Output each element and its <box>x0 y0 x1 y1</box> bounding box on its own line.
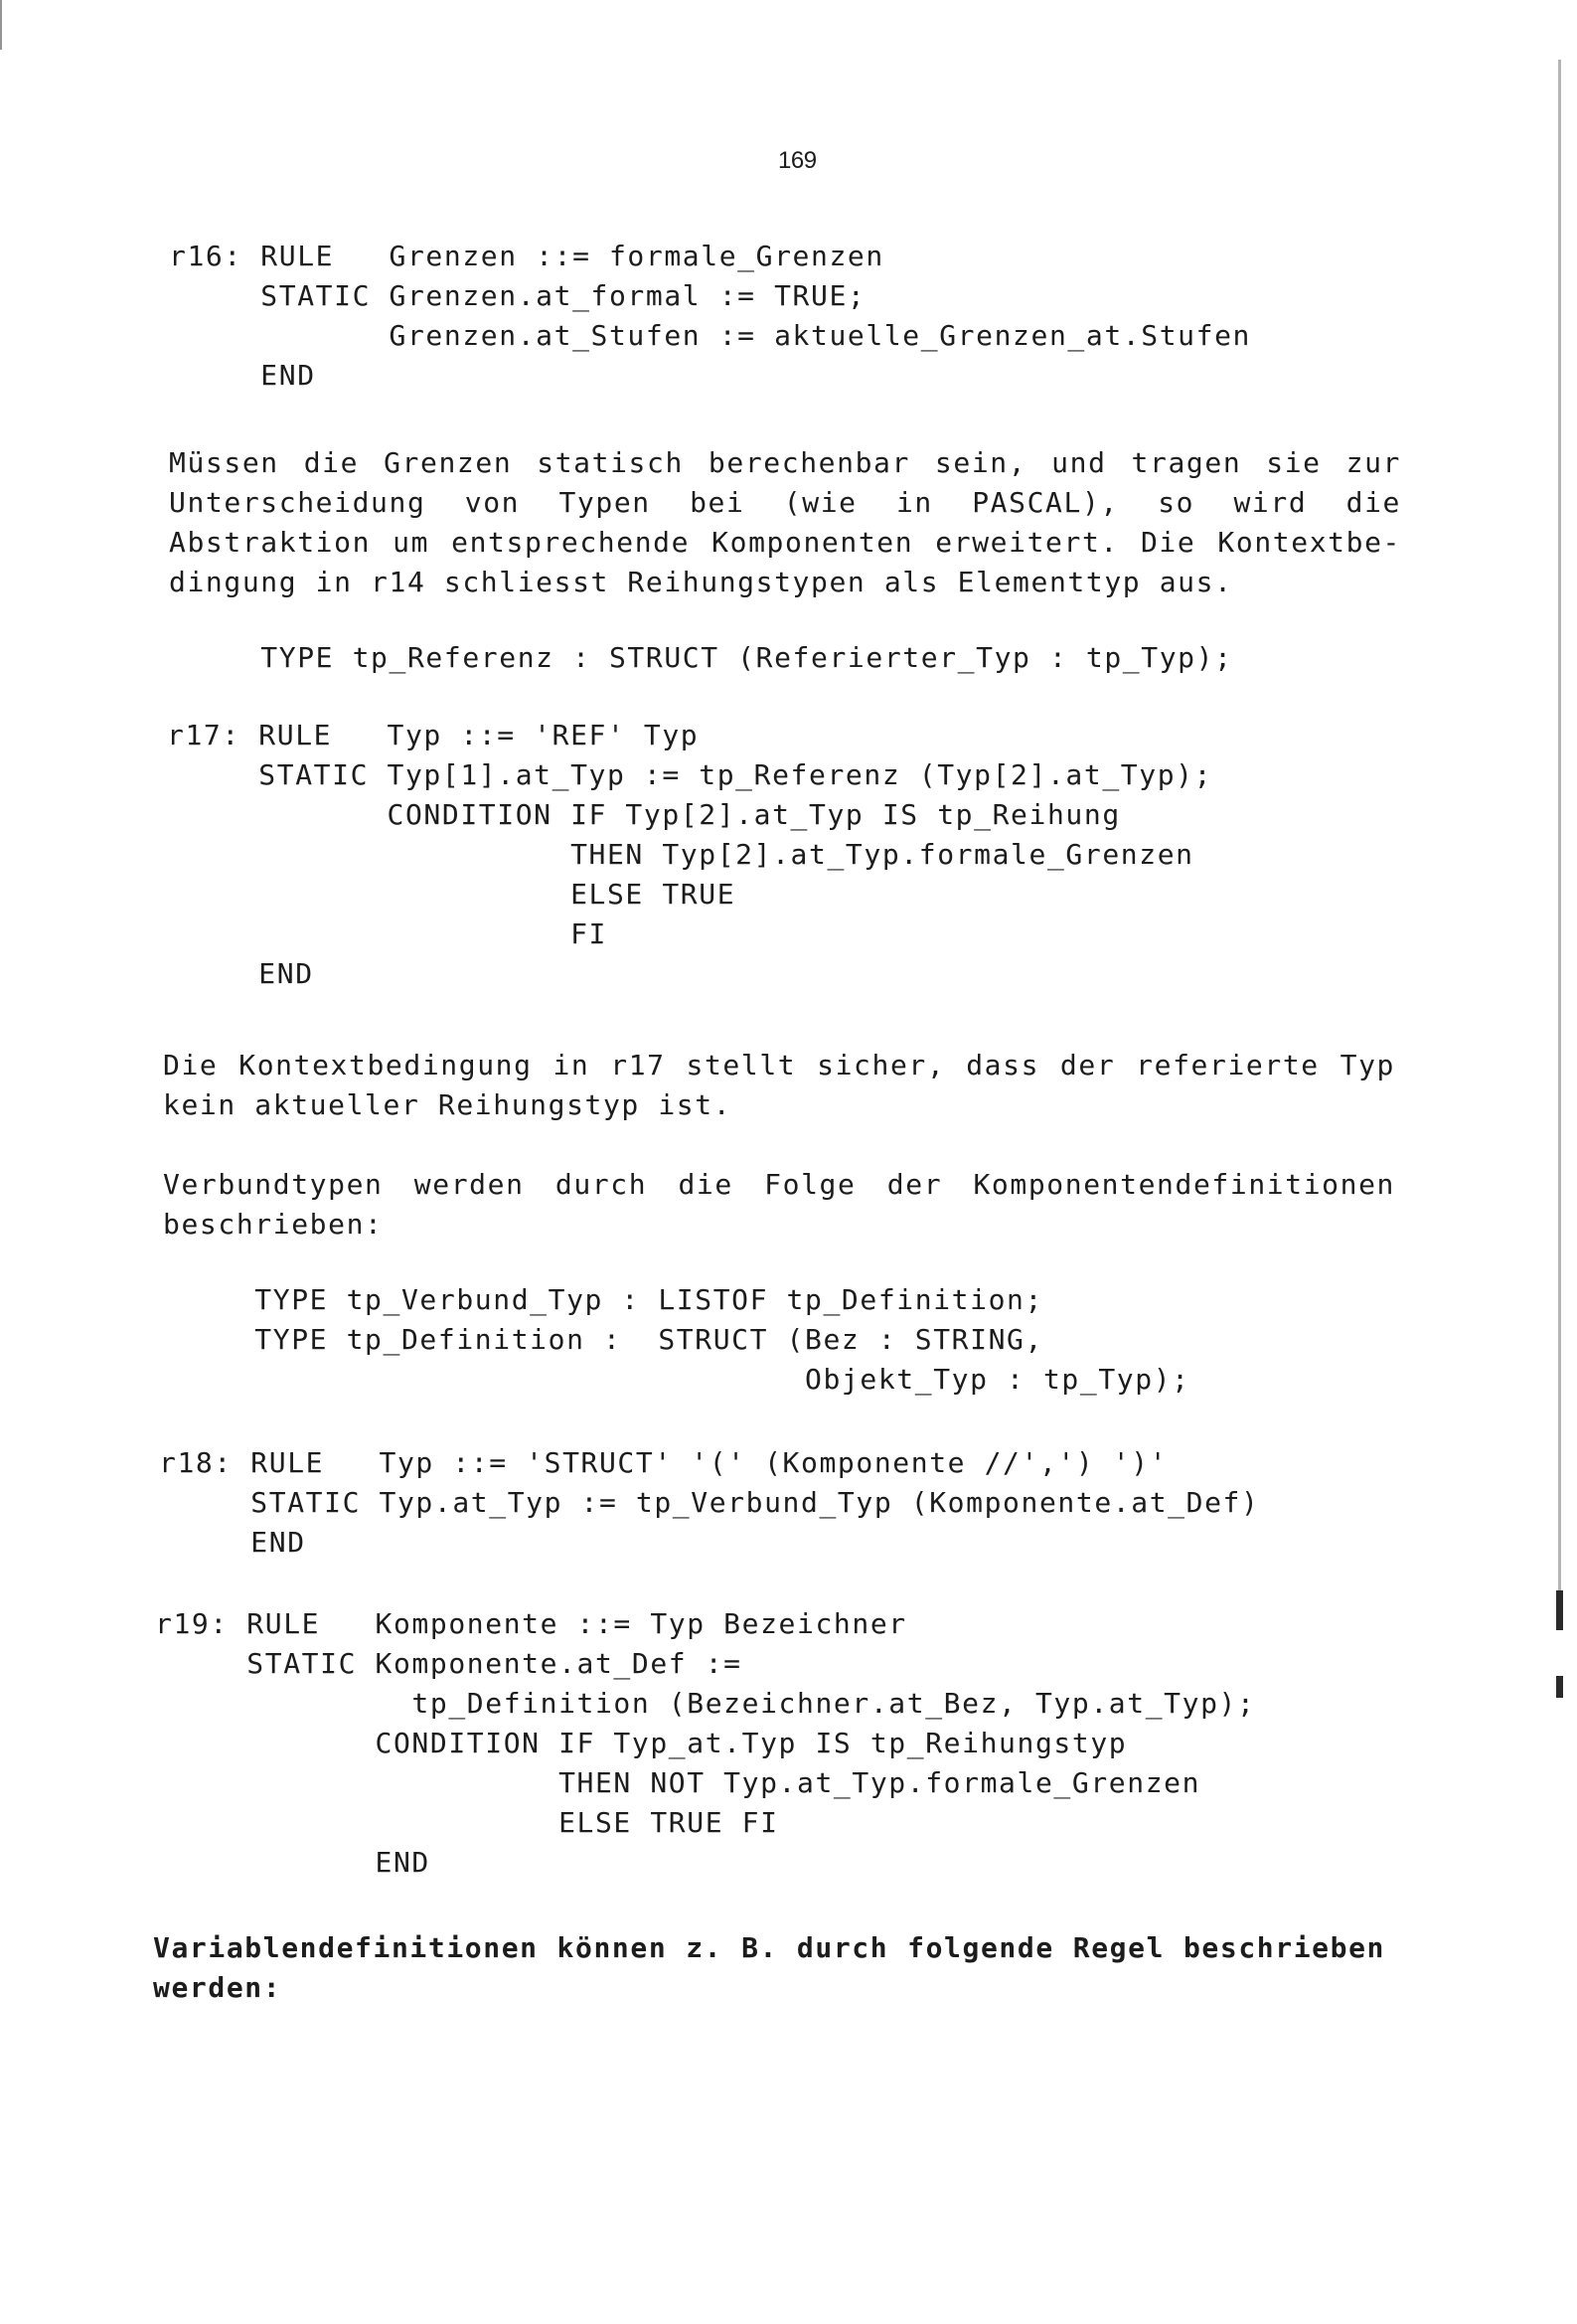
code-line: TYPE tp_Referenz : STRUCT (Referierter_Typ : tp_Typ); <box>169 641 1233 674</box>
paragraph-verbundtypen <box>163 1165 1395 1245</box>
text-line: dingung in r14 schliesst Reihungstypen als Elementtyp aus. <box>169 566 1233 598</box>
rule-r17 <box>167 716 1212 994</box>
code-line: THEN NOT Typ.at_Typ.formale_Grenzen <box>155 1766 1201 1799</box>
text-line: beschrieben: <box>163 1208 384 1241</box>
rule-r19 <box>155 1604 1255 1883</box>
code-line: ELSE TRUE FI <box>155 1806 779 1839</box>
code-line: FI <box>167 917 607 950</box>
code-line: r19: RULE Komponente ::= Typ Bezeichner <box>155 1607 907 1640</box>
rule-r18 <box>159 1443 1259 1563</box>
text-line: Abstraktion um entsprechende Komponenten erweitert. Die Kontextbe- <box>169 526 1401 559</box>
code-line: STATIC Komponente.at_Def := <box>155 1647 742 1680</box>
code-line: ELSE TRUE <box>167 878 736 911</box>
code-line: Objekt_Typ : tp_Typ); <box>163 1363 1190 1396</box>
code-line: r18: RULE Typ ::= 'STRUCT' '(' (Komponente //',') ')' <box>159 1446 1169 1479</box>
code-line: END <box>167 957 314 990</box>
code-line: TYPE tp_Verbund_Typ : LISTOF tp_Definition; <box>163 1283 1043 1316</box>
text-line: werden: <box>153 1971 282 2004</box>
paragraph-variablendefinitionen <box>153 1928 1385 2008</box>
code-line: Grenzen.at_Stufen := aktuelle_Grenzen_at.Stufen <box>169 319 1251 352</box>
code-line: END <box>159 1526 306 1559</box>
type-verbund <box>163 1280 1190 1400</box>
scan-margin-mark <box>1556 1676 1563 1698</box>
text-line: Die Kontextbedingung in r17 stellt sicher, dass der referierte Typ <box>163 1049 1395 1081</box>
text-line: Müssen die Grenzen statisch berechenbar sein, und tragen sie zur <box>169 446 1401 479</box>
type-referenz <box>169 638 1233 678</box>
code-line: r17: RULE Typ ::= 'REF' Typ <box>167 719 700 751</box>
code-line: END <box>155 1846 430 1879</box>
code-line: r16: RULE Grenzen ::= formale_Grenzen <box>169 240 884 272</box>
text-line: Unterscheidung von Typen bei (wie in PASCAL), so wird die <box>169 486 1401 519</box>
scan-margin-line <box>0 0 2 50</box>
text-line: Variablendefinitionen können z. B. durch folgende Regel beschrieben <box>153 1931 1385 1964</box>
paragraph-kontextbedingung <box>163 1046 1395 1125</box>
text-line: kein aktueller Reihungstyp ist. <box>163 1088 732 1121</box>
code-line: STATIC Typ[1].at_Typ := tp_Referenz (Typ[2].at_Typ); <box>167 758 1213 791</box>
text-line: Verbundtypen werden durch die Folge der Komponentendefinitionen <box>163 1168 1395 1201</box>
scan-margin-line <box>1558 60 1561 1630</box>
code-line: CONDITION IF Typ[2].at_Typ IS tp_Reihung <box>167 798 1121 831</box>
code-line: CONDITION IF Typ_at.Typ IS tp_Reihungstyp <box>155 1727 1128 1759</box>
scan-margin-mark <box>1556 1590 1563 1630</box>
code-line: tp_Definition (Bezeichner.at_Bez, Typ.at_Typ); <box>155 1687 1256 1720</box>
code-line: TYPE tp_Definition : STRUCT (Bez : STRING, <box>163 1323 1043 1356</box>
page-number: 169 <box>778 147 817 174</box>
code-line: STATIC Typ.at_Typ := tp_Verbund_Typ (Komponente.at_Def) <box>159 1486 1260 1519</box>
code-line: STATIC Grenzen.at_formal := TRUE; <box>169 279 867 312</box>
paragraph-grenzen <box>169 443 1401 602</box>
rule-r16 <box>169 237 1251 396</box>
code-line: THEN Typ[2].at_Typ.formale_Grenzen <box>167 838 1194 871</box>
code-line: END <box>169 359 316 392</box>
